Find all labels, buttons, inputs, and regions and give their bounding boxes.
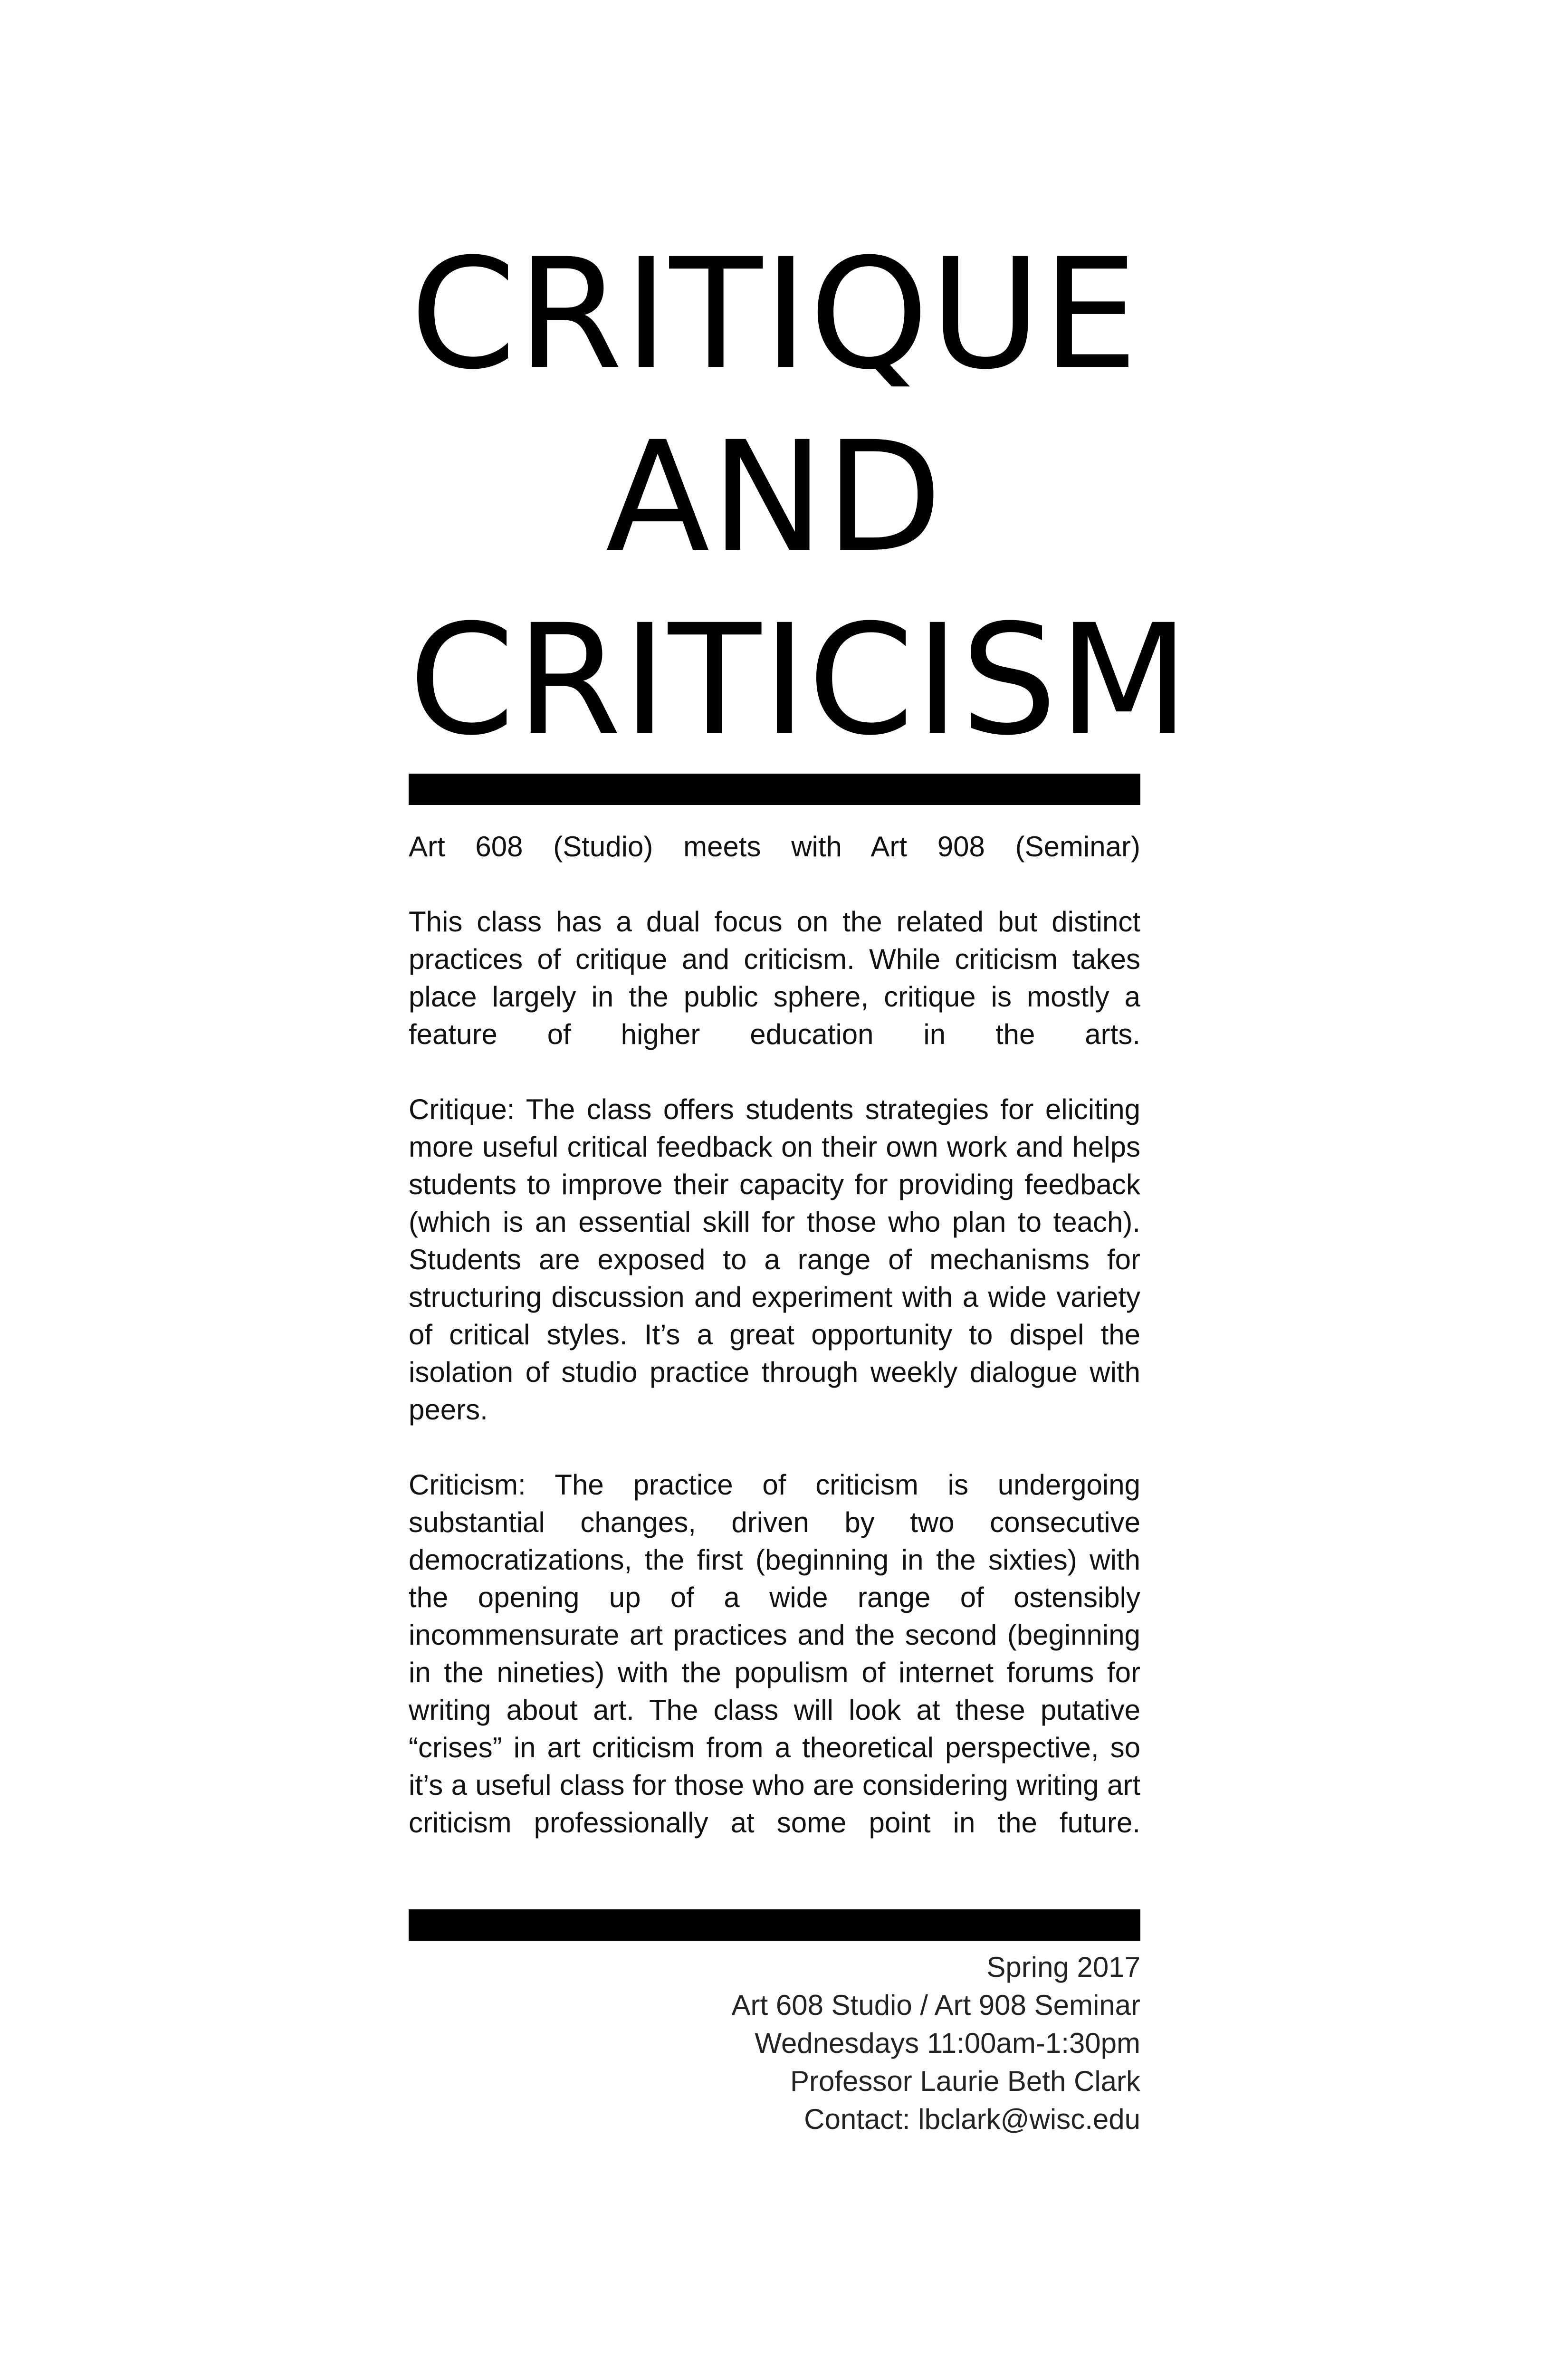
title-line-1: CRITIQUE	[410, 226, 1139, 403]
critique-paragraph: Critique: The class offers students strategies for eliciting more useful critical feedback on their own work and helps students to improve their capacity for providing feedback (which is an essential skill for those who plan to teach). Students are exposed to a range of mechanisms for structuring discussion and experiment with a wide variety of critical styles. It’s a great opportunity to dispel the isolation of studio practice through weekly dialogue with peers.	[409, 1093, 1140, 1426]
criticism-paragraph: Criticism: The practice of criticism is undergoing substantial changes, driven by two consecutive democratizations, the first (beginning in the sixties) with the opening up of a wide range of ostensibly incommensurate art practices and the second (beginning in the nineties) with the populism of internet forums for writing about art. The class will look at these putative “crises” in art criticism from a theoretical perspective, so it’s a useful class for those who are considering writing art criticism professionally at some point in the future.	[409, 1469, 1140, 1839]
courses-text: Art 608 Studio / Art 908 Seminar	[731, 1989, 1140, 2021]
instructor-text: Professor Laurie Beth Clark	[790, 2065, 1140, 2097]
contact-text: Contact: lbclark@wisc.edu	[804, 2103, 1140, 2135]
title-line-2: AND	[605, 409, 944, 586]
top-divider-bar	[409, 774, 1140, 805]
bottom-divider-bar	[409, 1909, 1140, 1941]
term-text: Spring 2017	[986, 1951, 1140, 1983]
schedule-text: Wednesdays 11:00am-1:30pm	[755, 2027, 1140, 2059]
course-subtitle: Art 608 (Studio) meets with Art 908 (Seminar)	[409, 831, 1140, 862]
course-description	[409, 903, 1140, 1879]
page-title	[409, 223, 1191, 772]
course-info-block	[409, 1948, 1140, 2138]
intro-paragraph: This class has a dual focus on the related but distinct practices of critique and criticism. While criticism takes place largely in the public sphere, critique is mostly a feature of higher education in the arts.	[409, 906, 1140, 1050]
title-line-3: CRITICISM	[409, 592, 1191, 769]
